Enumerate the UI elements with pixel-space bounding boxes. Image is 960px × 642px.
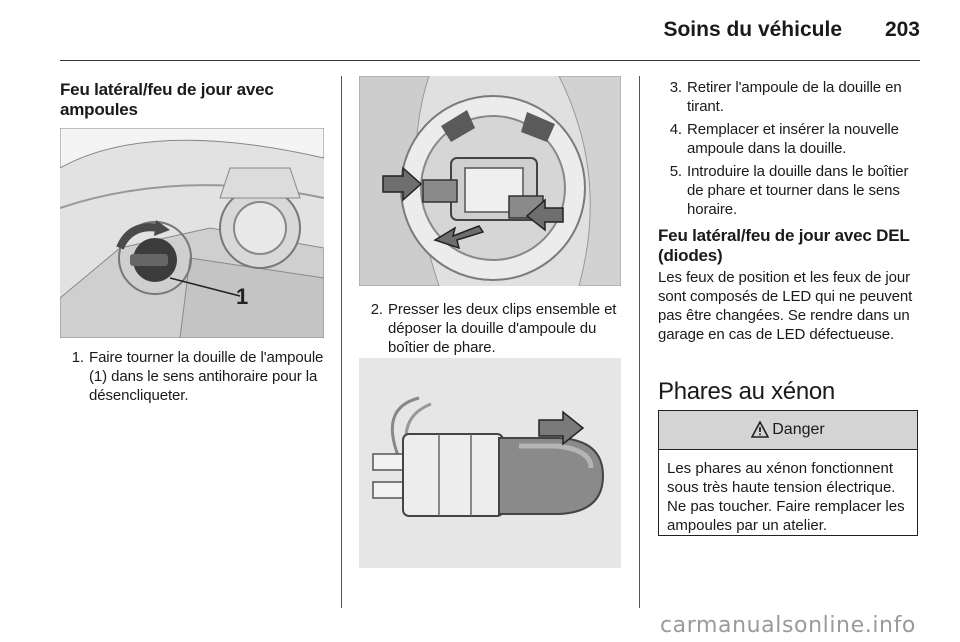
step-number: 3.: [669, 79, 682, 96]
section-heading-led: Feu latéral/feu de jour avec DEL (diodes): [658, 226, 910, 265]
figure-bulb-socket-clips: [359, 76, 621, 286]
step-number: 5.: [669, 163, 682, 180]
figure-bulb-socket-clips-drawing: [359, 76, 621, 286]
figure-bulb-removal-drawing: [359, 358, 621, 568]
step-1: [60, 348, 324, 405]
steps-list-col1: [60, 348, 324, 409]
step-2: [359, 300, 623, 357]
step-text: Introduire la douille dans le boîtier de phare et tourner dans le sens horaire.: [687, 163, 909, 218]
danger-box-header: [659, 411, 917, 450]
step-5: [658, 162, 922, 219]
column-separator-1: [341, 76, 342, 608]
step-number: 4.: [669, 121, 682, 138]
danger-box-title: Danger: [772, 421, 825, 438]
section-heading-xenon: Phares au xénon: [658, 378, 835, 405]
column-separator-2: [639, 76, 640, 608]
step-4: [658, 120, 922, 158]
page-number: 203: [884, 18, 920, 41]
step-text: Remplacer et insérer la nouvelle ampoule dans la douille.: [687, 121, 899, 157]
danger-box-text: Les phares au xénon fonctionnent sous très haute tension électrique. Ne pas toucher. Faire remplacer les ampoules par un atelier.: [667, 460, 905, 534]
figure-bulb-removal: [359, 358, 621, 568]
step-3: [658, 78, 922, 116]
warning-triangle-icon: [751, 421, 769, 439]
led-paragraph: Les feux de position et les feux de jour sont composés de LED qui ne peuvent pas être changées. Se rendre dans un garage en cas de LED défectueuse.: [658, 269, 913, 343]
header-rule: [60, 60, 920, 61]
step-text: Presser les deux clips ensemble et déposer la douille d'ampoule du boîtier de phare.: [388, 301, 617, 356]
section-heading-bulbs: Feu latéral/feu de jour avec ampoules: [60, 80, 274, 119]
running-header-title: Soins du véhicule: [663, 18, 842, 41]
step-text: Retirer l'ampoule de la douille en tirant.: [687, 79, 902, 115]
figure-headlamp-rear: [60, 128, 324, 338]
step-text: Faire tourner la douille de l'ampoule (1) dans le sens antihoraire pour la désencliqueter.: [89, 349, 324, 404]
steps-list-col3: [658, 78, 922, 223]
figure-callout-1: 1: [236, 284, 249, 309]
danger-box: [658, 410, 918, 536]
steps-list-col2: [359, 300, 623, 361]
watermark[interactable]: carmanualsonline.info: [659, 613, 916, 638]
step-number: 2.: [370, 301, 383, 318]
step-number: 1.: [71, 349, 84, 366]
figure-headlamp-rear-drawing: [60, 128, 324, 338]
